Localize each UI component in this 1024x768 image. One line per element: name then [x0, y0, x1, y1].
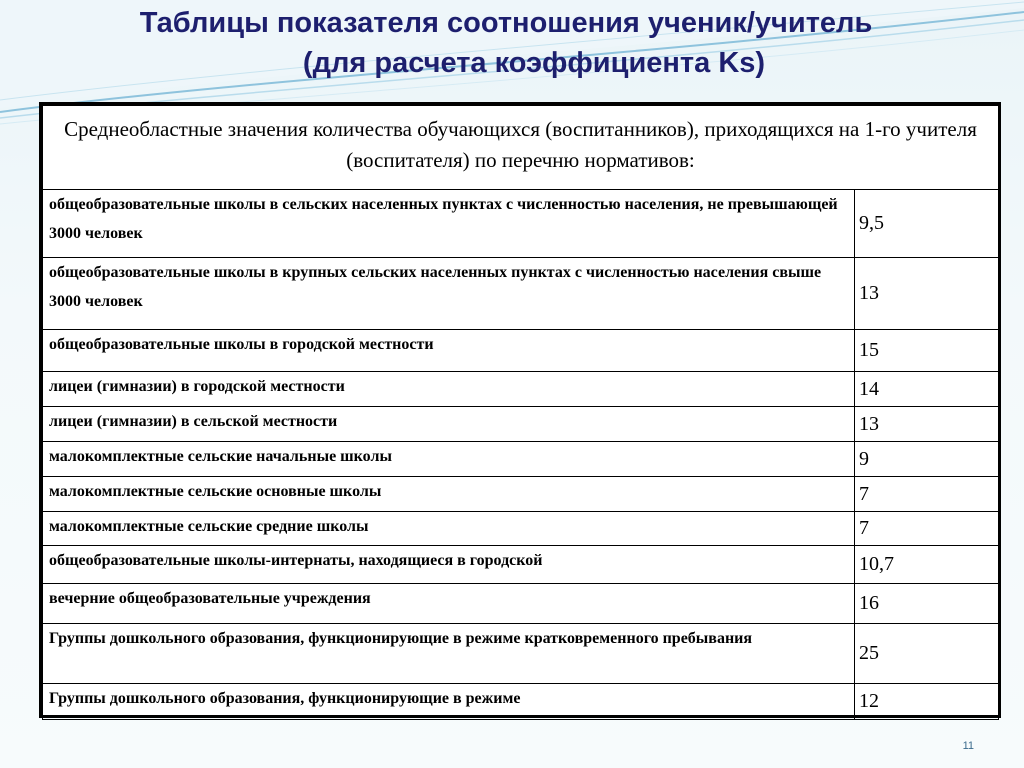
table-row: [43, 442, 999, 477]
row-value: 9: [855, 442, 999, 477]
row-label: малокомплектные сельские основные школы: [43, 477, 855, 512]
row-value: 14: [855, 372, 999, 407]
table-row: [43, 477, 999, 512]
table-row: [43, 684, 999, 720]
table-row: [43, 584, 999, 624]
table-row: [43, 372, 999, 407]
table-row: [43, 330, 999, 372]
row-value: 7: [855, 512, 999, 546]
row-value: 16: [855, 584, 999, 624]
table-row: [43, 546, 999, 584]
row-value: 12: [855, 684, 999, 720]
table-header: Среднеобластные значения количества обучающихся (воспитанников), приходящихся на 1-го учителя (воспитателя) по перечню нормативов:: [43, 106, 999, 190]
table-row: [43, 512, 999, 546]
row-label: вечерние общеобразовательные учреждения: [43, 584, 855, 624]
table-row: [43, 624, 999, 684]
row-value: 15: [855, 330, 999, 372]
row-label: общеобразовательные школы в городской местности: [43, 330, 855, 372]
row-value: 25: [855, 624, 999, 684]
ratio-table: [39, 102, 1001, 718]
row-label: Группы дошкольного образования, функционирующие в режиме кратковременного пребывания: [43, 624, 855, 684]
row-label: лицеи (гимназии) в городской местности: [43, 372, 855, 407]
row-value: 9,5: [855, 190, 999, 258]
table-header-row: [43, 106, 999, 190]
row-label: малокомплектные сельские средние школы: [43, 512, 855, 546]
table-row: [43, 258, 999, 330]
table-row: [43, 190, 999, 258]
row-label: общеобразовательные школы в сельских населенных пунктах с численностью населения, не превышающей 3000 человек: [43, 190, 855, 258]
row-label: лицеи (гимназии) в сельской местности: [43, 407, 855, 442]
row-value: 10,7: [855, 546, 999, 584]
table-row: [43, 407, 999, 442]
row-label: общеобразовательные школы-интернаты, находящиеся в городской: [43, 546, 855, 584]
row-value: 13: [855, 258, 999, 330]
row-value: 7: [855, 477, 999, 512]
page-title: Таблицы показателя соотношения ученик/учитель: [139, 7, 873, 39]
row-label: общеобразовательные школы в крупных сельских населенных пунктах с численностью населения свыше 3000 человек: [43, 258, 855, 330]
row-value: 13: [855, 407, 999, 442]
page-number: 11: [962, 740, 974, 752]
row-label: малокомплектные сельские начальные школы: [43, 442, 855, 477]
row-label: Группы дошкольного образования, функционирующие в режиме: [43, 684, 855, 720]
page-subtitle: (для расчета коэффициента Ks): [302, 47, 766, 79]
